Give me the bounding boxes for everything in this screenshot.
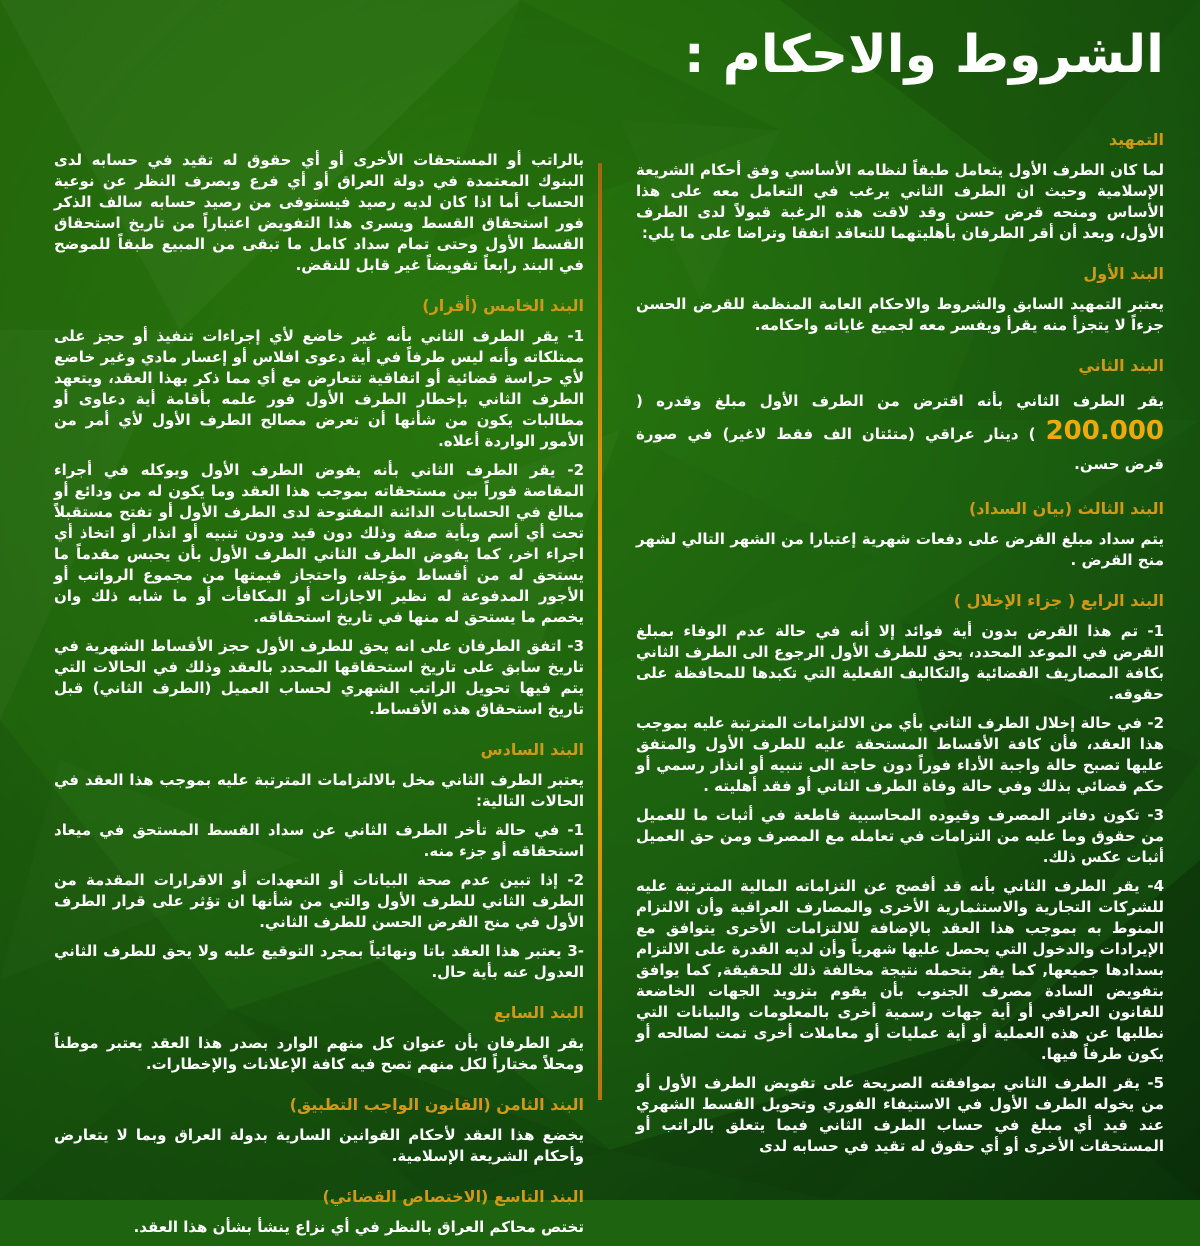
- clause-4-item-1: 1- تم هذا القرض بدون أية فوائد إلا أنه في حالة عدم الوفاء بمبلغ القرض في الموعد المحدد، يحق للطرف الأول الرجوع الى الطرف الثاني بكافة المصاريف القضائية والتكاليف الفعلية التي تكبدها للمحافظة على حقوقه.: [636, 622, 1164, 703]
- section-heading-clause-3: البند الثالث (بيان السداد): [968, 499, 1164, 518]
- section-heading-preamble: التمهيد: [1108, 130, 1164, 149]
- page-title: الشروط والاحكام :: [683, 25, 1164, 85]
- clause-8-paragraph: يخضع هذا العقد لأحكام القوانين السارية بدولة العراق وبما لا يتعارض وأحكام الشريعة الإسلامية.: [54, 1126, 584, 1165]
- clause-5-item-1: 1- يقر الطرف الثاني بأنه غير خاضع لأي إجراءات تنفيذ أو حجز على ممتلكاته وأنه ليس طرفاً في أية دعوى افلاس أو إعسار مادي وغير خاضع لأي حراسة قضائية أو اتفاقية تتعارض مع أي مما ذكر بهذا العقد، ويتعهد الطرف الثاني بإخطار الطرف الأول فور علمه بأقامة أية دعاوى أو مطالبات يكون من شأنها أن تعرض مصالح الطرف الأول لأي أمر من الأمور الواردة أعلاه.: [54, 327, 584, 450]
- amount-sentence-after: ) دينار عراقي (متئتان الف فقط لاغير) في صورة قرض حسن.: [636, 425, 1164, 473]
- clause-5-item-2: 2- يقر الطرف الثاني بأنه يفوض الطرف الأول ويوكله في أجراء المقاصة فوراً بين مستحقاته بموجب هذا العقد وما يكون له من ودائع أو مبالغ في الحسابات الدائنة المفتوحة لدى الطرف الأول أو تفتح مستقبلاً تحت أي أسم وبأية صفة وذلك دون قيد ودون تنبيه أو انذار أو اتخاذ أي اجراء اخر، كما يفوض الطرف الثاني الطرف الأول بأن يحبس مقدماً ما يستحق له من أقساط مؤجلة، واحتجاز قيمتها من مجموع الرواتب أو الأجور المدفوعة له نظير الاجازات أو المكافأت أو ما شابه ذلك وان يخصم ما يستحق له منها في تاريخ استحقاقه.: [54, 461, 584, 626]
- section-heading-clause-8: البند الثامن (القانون الواجب التطبيق): [289, 1095, 584, 1114]
- clause-7-paragraph: يقر الطرفان بأن عنوان كل منهم الوارد بصدر هذا العقد يعتبر موطناً ومحلاً مختاراً لكل منهم تصح فيه كافة الإعلانات والإخطارات.: [54, 1034, 584, 1073]
- section-heading-clause-9: البند التاسع (الاختصاص القضائي): [322, 1187, 584, 1206]
- loan-amount-value: 200.000: [1045, 416, 1164, 446]
- section-heading-clause-2: البند الثاني: [1078, 356, 1164, 375]
- section-heading-clause-4: البند الرابع ( جزاء الإخلال ): [953, 591, 1164, 610]
- terms-left-column: [54, 150, 584, 1246]
- clause-3-paragraph: يتم سداد مبلغ القرض على دفعات شهرية إعتبارا من الشهر التالي لشهر منح القرض .: [636, 530, 1164, 569]
- terms-right-column: [636, 130, 1164, 1165]
- clause-4-item-5: 5- يقر الطرف الثاني بموافقته الصريحة على تفويض الطرف الأول أو من يخوله الطرف الأول في الاستيفاء الفوري وتحويل القسط الشهري عند قيد أي مبلغ في حساب الطرف الثاني فيما يتعلق بالراتب أو المستحقات الأخرى أو أي حقوق له تقيد في حسابه لدى: [636, 1074, 1164, 1155]
- section-heading-clause-5: البند الخامس (أقرار): [422, 296, 584, 315]
- clause-2-paragraph: [636, 386, 1164, 479]
- preamble-paragraph: لما كان الطرف الأول يتعامل طبقاً لنظامه الأساسي وفق أحكام الشريعة الإسلامية وحيث ان الطرف الثاني يرغب في التعامل معه على هذا الأساس ومنحه قرض حسن وقد لاقت هذه الرغبة قبولاً لدى الطرف الأول، وبعد أن أقر الطرفان بأهليتهما للتعاقد اتفقا وتراضا على ما يلي:: [636, 161, 1164, 242]
- clause-1-paragraph: يعتبر التمهيد السابق والشروط والاحكام العامة المنظمة للقرض الحسن جزءاً لا يتجزأ منه يقرأ ويفسر معه لجميع غاياته واحكامه.: [636, 295, 1164, 334]
- clause-4-item-3: 3- تكون دفاتر المصرف وقيوده المحاسبية قاطعة في أثبات ما للعميل من حقوق وما عليه من التزامات في تعامله مع المصرف ومن حق العميل أثبات عكس ذلك.: [636, 806, 1164, 866]
- clause-4-item-5-continuation: بالراتب أو المستحقات الأخرى أو أي حقوق له تقيد في حسابه لدى البنوك المعتمدة في دولة العراق أو أي فرع وبصرف النظر عن نوعية الحساب أما اذا كان لديه رصيد فيستوفى من رصيد حسابه سالف الذكر فور استحقاق القسط ويسرى هذا التفويض اعتباراً من تاريخ استحقاق القسط الأول وحتى تمام سداد كامل ما تبقى من المبيع طبقاً للموضح في البند رابعاً تفويضاً غير قابل للنقض.: [54, 151, 584, 274]
- section-heading-clause-7: البند السابع: [493, 1003, 584, 1022]
- clause-6-intro: يعتبر الطرف الثاني مخل بالالتزامات المترتبة عليه بموجب هذا العقد في الحالات التالية:: [54, 771, 584, 810]
- clause-6-item-1: 1- في حالة تأخر الطرف الثاني عن سداد القسط المستحق في ميعاد استحقاقه أو جزء منه.: [54, 821, 584, 860]
- clause-4-item-4: 4- يقر الطرف الثاني بأنه قد أفصح عن التزاماته المالية المترتبة عليه للشركات التجارية والاستثمارية الأخرى والمصارف العراقية وأن الالتزام المنوط به بموجب هذا العقد بالإضافة للالتزامات الأخرى يتوافق مع الإيرادات والدخول التي يحصل عليها شهرياً وأن لديه القدرة على الالتزام بسدادها جميعها, كما يقر بتحمله نتيجة مخالفة ذلك للحقيقة, كما يوافق بتفويض السادة مصرف الجنوب بأن يقوم بتزويد الجهات الخاضعة للقانون العراقي أو أية جهات رسمية أخرى بالمعلومات والبيانات التي نطلبها عن هذه العملية أو أية عمليات أو معاملات أخرى تمت لصالحه أو يكون طرفاً فيها.: [636, 877, 1164, 1063]
- column-divider-line: [598, 163, 602, 1100]
- clause-6-item-3: -3 يعتبر هذا العقد باتا ونهائياً بمجرد التوقيع عليه ولا يحق للطرف الثاني العدول عنه بأية حال.: [54, 942, 584, 981]
- clause-9-paragraph: تختص محاكم العراق بالنظر في أي نزاع ينشأ بشأن هذا العقد.: [133, 1218, 584, 1236]
- clause-5-item-3: 3- اتفق الطرفان على انه يحق للطرف الأول حجز الأقساط الشهرية في تاريخ سابق على تاريخ استحقاقها المحدد بالعقد وذلك في الحالات التي يتم فيها تحويل الراتب الشهري لحساب العميل (الطرف الثاني) قبل تاريخ استحقاق هذه الأقساط.: [54, 637, 584, 718]
- clause-4-item-2: 2- في حالة إخلال الطرف الثاني بأي من الالتزامات المترتبة عليه بموجب هذا العقد، فأن كافة الأقساط المستحقة عليه للطرف الأول والمتفق عليها تصبح حالة واجبة الأداء فوراً دون حاجة الى تنبيه أو انذار رسمي أو حكم قضائي بذلك وفي حالة وفاة الطرف الثاني أو فقد أهليته .: [636, 714, 1164, 795]
- amount-sentence-before: يقر الطرف الثاني بأنه اقترض من الطرف الأول مبلغ وقدره (: [636, 392, 1164, 410]
- clause-6-item-2: 2- إذا تبين عدم صحة البيانات أو التعهدات أو الاقرارات المقدمة من الطرف الثاني للطرف الأول والتي من شأنها ان تؤثر على قرار الطرف الأول في منح القرض الحسن للطرف الثاني.: [54, 871, 584, 931]
- section-heading-clause-6: البند السادس: [480, 740, 584, 759]
- section-heading-clause-1: البند الأول: [1083, 264, 1164, 283]
